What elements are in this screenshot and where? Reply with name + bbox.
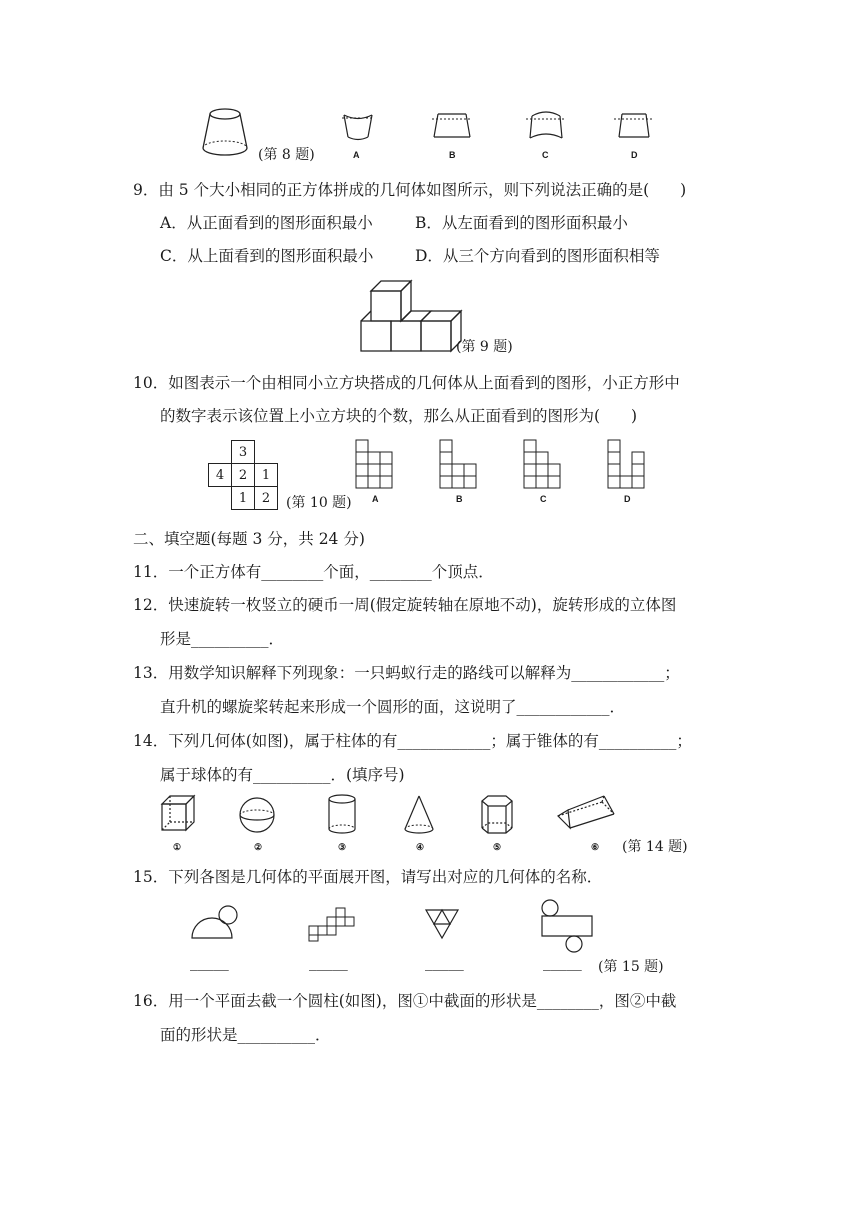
grid-cell: 3 bbox=[232, 441, 255, 464]
q15-stem: 15．下列各图是几何体的平面展开图，请写出对应的几何体的名称． bbox=[133, 868, 603, 886]
q14-line1: 14．下列几何体(如图)，属于柱体的有____________；属于锥体的有__________； bbox=[133, 732, 692, 750]
q13-line1: 13．用数学知识解释下列现象：一只蚂蚁行走的路线可以解释为____________； bbox=[133, 664, 680, 682]
q14-label-6: ⑥ bbox=[591, 842, 600, 852]
q14-label-5: ⑤ bbox=[493, 842, 502, 852]
q8-option-d-figure bbox=[612, 110, 656, 140]
grid-cell: 2 bbox=[232, 464, 255, 487]
q11: 11．一个正方体有________个面，________个顶点． bbox=[133, 563, 494, 581]
grid-cell: 1 bbox=[255, 464, 278, 487]
q8-option-b-label: B bbox=[449, 150, 456, 160]
grid-cell: 4 bbox=[209, 464, 232, 487]
q9-cubes-figure bbox=[360, 278, 460, 353]
q10-stem-line2: 的数字表示该位置上小立方块的个数，那么从正面看到的图形为( ) bbox=[160, 407, 638, 425]
q15-net-cube-figure bbox=[306, 906, 356, 942]
q15-blank-1: _____ bbox=[190, 953, 229, 971]
q14-caption: (第 14 题) bbox=[622, 839, 688, 855]
q14-cone-figure bbox=[402, 794, 436, 836]
q13-line2: 直升机的螺旋桨转起来形成一个圆形的面，这说明了____________． bbox=[160, 698, 626, 716]
q10-option-d-figure bbox=[608, 440, 648, 492]
q14-cylinder-figure bbox=[326, 794, 358, 836]
q10-caption: (第 10 题) bbox=[286, 495, 352, 511]
q16-line2: 面的形状是__________． bbox=[160, 1026, 331, 1044]
q14-label-3: ③ bbox=[338, 842, 347, 852]
q12-line2: 形是__________． bbox=[160, 630, 285, 648]
q8-option-c-label: C bbox=[542, 150, 549, 160]
q8-option-c-figure bbox=[524, 110, 568, 140]
q8-option-a-label: A bbox=[353, 150, 360, 160]
q8-option-a-figure bbox=[338, 110, 378, 140]
q15-blank-2: _____ bbox=[309, 953, 348, 971]
q12-line1: 12．快速旋转一枚竖立的硬币一周(假定旋转轴在原地不动)，旋转形成的立体图 bbox=[133, 596, 677, 614]
grid-cell: 1 bbox=[232, 487, 255, 510]
q14-hexagonal-prism-figure bbox=[480, 794, 514, 838]
q15-blank-3: _____ bbox=[425, 953, 464, 971]
q8-frustum-figure bbox=[200, 108, 250, 163]
q14-triangular-prism-figure bbox=[556, 794, 620, 830]
q15-net-cylinder-figure bbox=[538, 898, 598, 954]
q9-caption: (第 9 题) bbox=[456, 339, 513, 355]
q10-option-b-label: B bbox=[456, 494, 463, 504]
q10-option-b-figure bbox=[440, 440, 480, 492]
q14-cube-figure bbox=[160, 794, 196, 834]
q9-option-b: B．从左面看到的图形面积最小 bbox=[415, 214, 628, 232]
q14-label-1: ① bbox=[173, 842, 182, 852]
q14-sphere-figure bbox=[238, 796, 276, 834]
q14-label-4: ④ bbox=[416, 842, 425, 852]
q10-stem-line1: 10．如图表示一个由相同小立方块搭成的几何体从上面看到的图形，小正方形中 bbox=[133, 374, 680, 392]
q10-option-c-figure bbox=[524, 440, 564, 492]
q15-caption: (第 15 题) bbox=[598, 959, 664, 975]
section2-heading: 二、填空题(每题 3 分，共 24 分) bbox=[133, 530, 365, 548]
q8-caption: (第 8 题) bbox=[258, 147, 315, 163]
q10-option-a-label: A bbox=[372, 494, 379, 504]
q8-option-b-figure bbox=[430, 110, 474, 140]
q9-option-a: A．从正面看到的图形面积最小 bbox=[160, 214, 373, 232]
q9-option-c: C．从上面看到的图形面积最小 bbox=[160, 247, 374, 265]
q10-option-c-label: C bbox=[540, 494, 547, 504]
q16-line1: 16．用一个平面去截一个圆柱(如图)，图①中截面的形状是________，图②中截 bbox=[133, 992, 677, 1010]
q15-net-pyramid-figure bbox=[424, 908, 460, 940]
q8-option-d-label: D bbox=[631, 150, 638, 160]
q10-option-d-label: D bbox=[624, 494, 631, 504]
q10-option-a-figure bbox=[356, 440, 396, 492]
q9-option-d: D．从三个方向看到的图形面积相等 bbox=[415, 247, 660, 265]
q14-line2: 属于球体的有__________．(填序号) bbox=[160, 766, 405, 784]
grid-cell: 2 bbox=[255, 487, 278, 510]
q15-blank-4: _____ bbox=[543, 953, 582, 971]
q14-label-2: ② bbox=[254, 842, 263, 852]
q15-net-cone-figure bbox=[188, 904, 240, 940]
q9-stem: 9．由 5 个大小相同的正方体拼成的几何体如图所示，则下列说法正确的是( ) bbox=[133, 181, 687, 199]
